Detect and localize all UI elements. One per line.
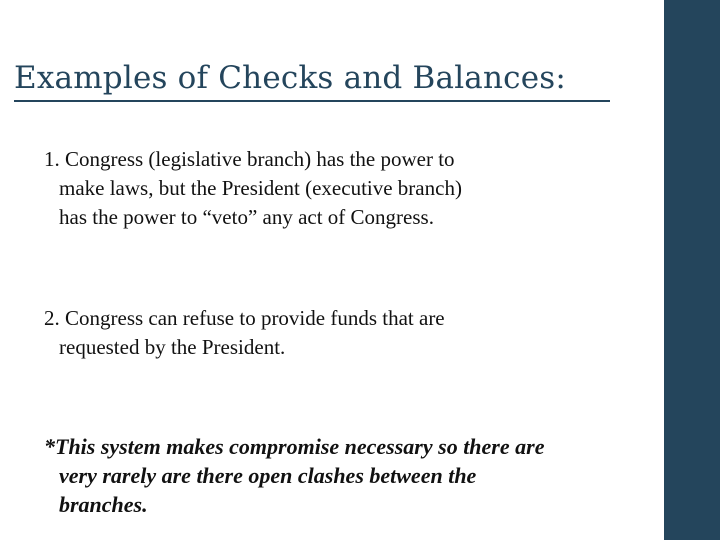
footnote-line-1: *This system makes compromise necessary so there are [44,434,545,459]
point-2-line-2: requested by the President. [59,335,286,359]
point-2-line-1: 2. Congress can refuse to provide funds that are [44,306,445,330]
footnote-line-3: branches. [59,492,148,517]
footnote-line-2: very rarely are there open clashes between the [59,463,477,488]
point-1-line-1: 1. Congress (legislative branch) has the power to [44,147,455,171]
title-underline [14,100,610,102]
point-1-line-2: make laws, but the President (executive branch) [59,176,462,200]
point-1 [44,145,462,232]
side-accent-bar [664,0,720,540]
point-2 [44,304,445,362]
slide-title: Examples of Checks and Balances: [14,60,567,96]
footnote [44,432,544,519]
point-1-line-3: has the power to “veto” any act of Congress. [59,205,434,229]
